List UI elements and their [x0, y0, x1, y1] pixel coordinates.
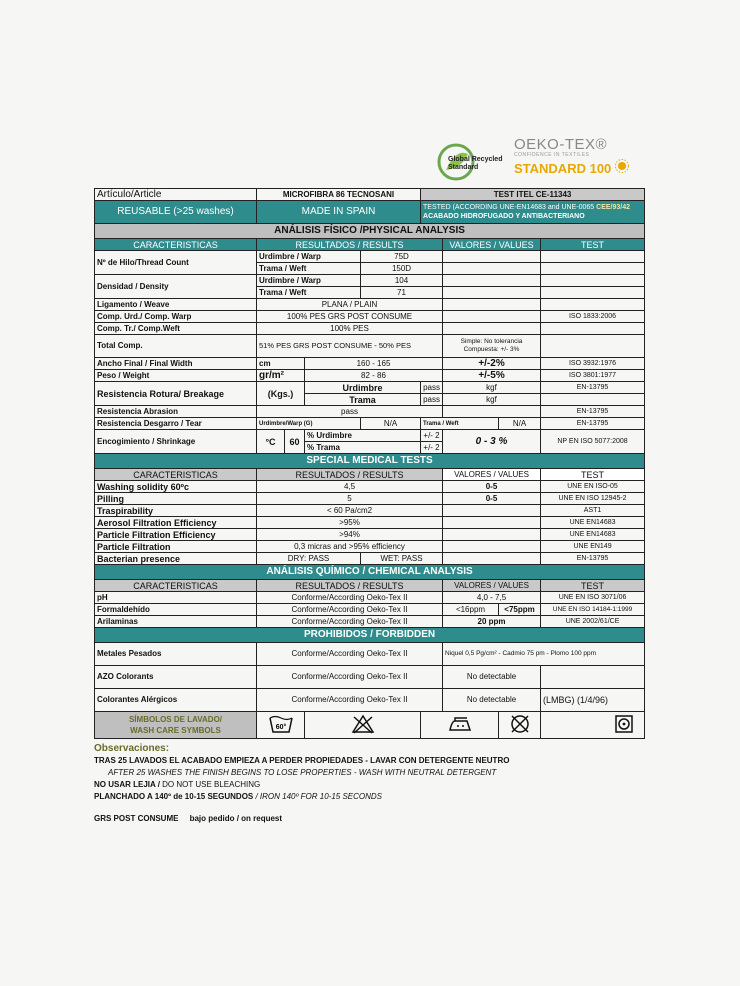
medical-value: 5 — [257, 493, 443, 505]
tear-label: Resistencia Desgarro / Tear — [95, 418, 257, 430]
test-cell: UNE EN ISO 3071/06 — [541, 592, 645, 604]
metals-value: Conforme/According Oeko-Tex II — [257, 643, 443, 666]
ph-label: pH — [95, 592, 257, 604]
test-cell: UNE EN14683 — [541, 529, 645, 541]
azo-result: No detectable — [443, 666, 541, 689]
ph-range: 4,0 - 7,5 — [443, 592, 541, 604]
finish-info: ACABADO HIDROFUGADO Y ANTIBACTERIANO — [423, 213, 585, 220]
table-row — [95, 430, 645, 442]
medical-range: 0-5 — [443, 493, 541, 505]
table-row — [95, 299, 645, 311]
total-label: Total Comp. — [95, 335, 257, 358]
tolerance-cell: 0 - 3 % — [443, 430, 541, 454]
medical-label: Pilling — [95, 493, 257, 505]
table-row — [95, 275, 645, 287]
table-row — [95, 382, 645, 394]
density-label: Densidad / Density — [95, 275, 257, 299]
abrasion-label: Resistencia Abrasion — [95, 406, 257, 418]
cell-unit: kgf — [443, 394, 541, 406]
grs-line1: Global Recycled — [448, 156, 503, 163]
bact-dry: DRY: PASS — [257, 553, 361, 565]
test-cell: AST1 — [541, 505, 645, 517]
physical-header — [95, 239, 645, 251]
sub-label: Trama — [305, 394, 421, 406]
table-row — [95, 529, 645, 541]
medical-value: 4,5 — [257, 481, 443, 493]
table-row — [95, 335, 645, 358]
certification-logos — [436, 136, 646, 184]
sub-label: Urdimbre / Warp — [257, 251, 361, 263]
shrink-label: Encogimiento / Shrinkage — [95, 430, 257, 454]
medical-value: >94% — [257, 529, 443, 541]
cell-value: 104 — [361, 275, 443, 287]
grs-line2: Standard — [448, 164, 479, 171]
unit-cell: cm — [257, 358, 305, 370]
test-cell: ISO 1833:2006 — [541, 311, 645, 323]
col-values: VALORES / VALUES — [443, 580, 541, 592]
table-row — [95, 505, 645, 517]
col-characteristics: CARACTERISTICAS — [95, 580, 257, 592]
sub-label: Trama / Weft — [257, 287, 361, 299]
metals-label: Metales Pesados — [95, 643, 257, 666]
physical-title: ANÁLISIS FÍSICO /PHYSICAL ANALYSIS — [95, 224, 645, 239]
empty-cell — [541, 323, 645, 335]
sub-label: Trama / Weft — [421, 418, 499, 430]
medical-value: < 60 Pa/cm2 — [257, 505, 443, 517]
technical-data-sheet — [94, 188, 644, 825]
bact-wet: WET: PASS — [361, 553, 443, 565]
article-row — [95, 189, 645, 201]
sun-icon — [615, 159, 629, 173]
medical-value: >95% — [257, 517, 443, 529]
cell-value: N/A — [361, 418, 421, 430]
empty-cell — [541, 287, 645, 299]
test-cell: UNE EN149 — [541, 541, 645, 553]
test-cell: UNE EN ISO 12945-2 — [541, 493, 645, 505]
metals-limits: Niquel 0,5 Pg/cm² - Cadmio 75 pm - Plomo 100 ppm — [443, 643, 645, 666]
tolerance-cell: +/-2% — [443, 358, 541, 370]
table-row — [95, 370, 645, 382]
compwarp-value: 100% PES GRS POST CONSUME — [257, 311, 443, 323]
table-row — [95, 481, 645, 493]
medical-label: Washing solidity 60ºc — [95, 481, 257, 493]
cell-value: pass — [421, 394, 443, 406]
form-range-2: <75ppm — [499, 604, 541, 616]
care-label: SÍMBOLOS DE LAVADO/ WASH CARE SYMBOLS — [95, 712, 257, 739]
chemical-title: ANÁLISIS QUÍMICO / CHEMICAL ANALYSIS — [95, 565, 645, 580]
table-row — [95, 406, 645, 418]
test-reference: TEST ITEL CE-11343 — [421, 189, 645, 201]
medical-range — [443, 541, 541, 553]
empty-cell — [443, 311, 541, 323]
cell-unit: kgf — [443, 382, 541, 394]
col-characteristics: CARACTERISTICAS — [95, 239, 257, 251]
unit-cell: gr/m² — [257, 370, 305, 382]
medical-range — [443, 505, 541, 517]
table-row — [95, 541, 645, 553]
iron-icon — [421, 712, 499, 739]
table-row — [95, 493, 645, 505]
test-cell: EN-13795 — [541, 553, 645, 565]
cell-value: +/- 2 — [421, 442, 443, 454]
medical-range — [443, 517, 541, 529]
col-test: TEST — [541, 580, 645, 592]
empty-cell — [443, 251, 541, 263]
cell-value: +/- 2 — [421, 430, 443, 442]
medical-label: Aerosol Filtration Efficiency — [95, 517, 257, 529]
chemical-header — [95, 580, 645, 592]
col-test: TEST — [541, 239, 645, 251]
aller-label: Colorantes Alérgicos — [95, 689, 257, 712]
empty-cell — [443, 553, 541, 565]
unit-cell: (Kgs.) — [257, 382, 305, 406]
tested-info: TESTED (ACCORDING UNE-EN14683 and UNE-0065 CEE/93/42 ACABADO HIDROFUGADO Y ANTIBACTERIANO — [421, 201, 645, 224]
col-results: RESULTADOS / RESULTS — [257, 580, 443, 592]
sub-label: Urdimbre / Warp — [257, 275, 361, 287]
weave-label: Ligamento / Weave — [95, 299, 257, 311]
weave-value: PLANA / PLAIN — [257, 299, 443, 311]
table-row — [95, 418, 645, 430]
table-row — [95, 604, 645, 616]
test-cell: UNE EN14683 — [541, 517, 645, 529]
sub-label: % Trama — [305, 442, 421, 454]
empty-cell — [541, 275, 645, 287]
sub-label: Urdimbre — [305, 382, 421, 394]
tolerance-cell: +/-5% — [443, 370, 541, 382]
spec-table — [94, 188, 645, 739]
aller-result: No detectable — [443, 689, 541, 712]
table-row — [95, 592, 645, 604]
empty-cell — [541, 263, 645, 275]
wash-60-icon — [257, 712, 305, 739]
weight-value: 82 - 86 — [305, 370, 443, 382]
empty-cell — [541, 394, 645, 406]
table-row — [95, 323, 645, 335]
weight-label: Peso / Weight — [95, 370, 257, 382]
note-line: PLANCHADO A 140º de 10-15 SEGUNDOS / IRON 140º FOR 10-15 SECONDS — [94, 792, 383, 801]
azo-value: Conforme/According Oeko-Tex II — [257, 666, 443, 689]
no-dryclean-icon — [499, 712, 541, 739]
medical-header — [95, 469, 645, 481]
table-row — [95, 311, 645, 323]
made-in-label: MADE IN SPAIN — [257, 201, 421, 224]
test-cell: ISO 3932:1976 — [541, 358, 645, 370]
medical-label: Particle Filtration Efficiency — [95, 529, 257, 541]
compwarp-label: Comp. Urd./ Comp. Warp — [95, 311, 257, 323]
observations — [94, 739, 644, 825]
test-cell: EN-13795 — [541, 406, 645, 418]
unit-cell: °C — [257, 430, 285, 454]
note-line: NO USAR LEJIA / DO NOT USE BLEACHING — [94, 780, 261, 789]
ph-value: Conforme/According Oeko-Tex II — [257, 592, 443, 604]
form-range-1: <16ppm — [443, 604, 499, 616]
medical-range: 0-5 — [443, 481, 541, 493]
col-values: VALORES / VALUES — [443, 239, 541, 251]
empty-cell — [443, 323, 541, 335]
empty-cell — [541, 299, 645, 311]
medical-range — [443, 529, 541, 541]
sub-label: Urdimbre/Warp (G) — [257, 418, 361, 430]
oeko-standard: STANDARD 100 — [514, 159, 629, 176]
banner-row — [95, 201, 645, 224]
empty-cell — [443, 275, 541, 287]
note-line: TRAS 25 LAVADOS EL ACABADO EMPIEZA A PERDER PROPIEDADES - LAVAR CON DETERGENTE NEUTRO — [94, 756, 510, 765]
cell-value: pass — [421, 382, 443, 394]
test-cell: UNE 2002/61/CE — [541, 616, 645, 628]
test-cell: EN-13795 — [541, 382, 645, 394]
empty-cell — [443, 299, 541, 311]
test-cell: NP EN ISO 5077:2008 — [541, 430, 645, 454]
test-cell: UNE EN ISO-05 — [541, 481, 645, 493]
empty-cell — [541, 251, 645, 263]
grs-logo — [436, 142, 506, 182]
article-label: Artículo/Article — [95, 189, 257, 201]
empty-cell — [541, 666, 645, 689]
compweft-value: 100% PES — [257, 323, 443, 335]
col-results: RESULTADOS / RESULTS — [257, 469, 443, 481]
table-row — [95, 643, 645, 666]
article-value: MICROFIBRA 86 TECNOSANI — [257, 189, 421, 201]
aril-value: Conforme/According Oeko-Tex II — [257, 616, 443, 628]
thread-label: Nº de Hilo/Thread Count — [95, 251, 257, 275]
svg-text:60°: 60° — [275, 723, 286, 731]
total-value: 51% PES GRS POST CONSUME - 50% PES — [257, 335, 443, 358]
medical-label: Traspirability — [95, 505, 257, 517]
test-cell: UNE EN ISO 14184-1:1999 — [541, 604, 645, 616]
breakage-label: Resistencia Rotura/ Breakage — [95, 382, 257, 406]
width-label: Ancho Final / Final Width — [95, 358, 257, 370]
abrasion-value: pass — [257, 406, 443, 418]
aril-range: 20 ppm — [443, 616, 541, 628]
aller-value: Conforme/According Oeko-Tex II — [257, 689, 443, 712]
cee-code: CEE/93/42 — [596, 204, 630, 211]
cell-value: 150D — [361, 263, 443, 275]
table-row — [95, 666, 645, 689]
reusable-label: REUSABLE (>25 washes) — [95, 201, 257, 224]
oeko-tagline: CONFIDENCE IN TEXTILES — [514, 152, 590, 158]
col-values: VALORES / VALUES — [443, 469, 541, 481]
cell-value: N/A — [499, 418, 541, 430]
medical-title: SPECIAL MEDICAL TESTS — [95, 454, 645, 469]
test-cell: EN-13795 — [541, 418, 645, 430]
tumble-dry-icon — [541, 712, 645, 739]
width-value: 160 - 165 — [305, 358, 443, 370]
note-line: GRS POST CONSUME bajo pedido / on request — [94, 814, 283, 823]
table-row — [95, 616, 645, 628]
observations-title: Observaciones: — [94, 743, 170, 754]
col-test: TEST — [541, 469, 645, 481]
sub-label: Trama / Weft — [257, 263, 361, 275]
col-results: RESULTADOS / RESULTS — [257, 239, 443, 251]
medical-label: Particle Filtration — [95, 541, 257, 553]
bact-label: Bacterian presence — [95, 553, 257, 565]
temp-cell: 60 — [285, 430, 305, 454]
table-row — [95, 251, 645, 263]
cell-value: 75D — [361, 251, 443, 263]
empty-cell — [443, 287, 541, 299]
medical-value: 0,3 micras and >95% efficiency — [257, 541, 443, 553]
no-bleach-icon — [305, 712, 421, 739]
empty-cell — [541, 335, 645, 358]
col-characteristics: CARACTERISTICAS — [95, 469, 257, 481]
form-label: Formaldehído — [95, 604, 257, 616]
oeko-title: OEKO-TEX® — [514, 136, 608, 153]
test-cell: (LMBG) (1/4/96) — [541, 689, 645, 712]
care-symbols-row — [95, 712, 645, 739]
aril-label: Arilaminas — [95, 616, 257, 628]
test-cell: ISO 3801:1977 — [541, 370, 645, 382]
oeko-tex-logo — [514, 136, 629, 176]
empty-cell — [443, 263, 541, 275]
total-tolerance: Simple: No tolerancia Compuesta: +/- 3% — [443, 335, 541, 358]
table-row — [95, 553, 645, 565]
empty-cell — [443, 406, 541, 418]
compweft-label: Comp. Tr./ Comp.Weft — [95, 323, 257, 335]
table-row — [95, 689, 645, 712]
form-value: Conforme/According Oeko-Tex II — [257, 604, 443, 616]
table-row — [95, 517, 645, 529]
sub-label: % Urdimbre — [305, 430, 421, 442]
forbidden-title: PROHIBIDOS / FORBIDDEN — [95, 628, 645, 643]
note-line: AFTER 25 WASHES THE FINISH BEGINS TO LOSE PROPERTIES - WASH WITH NEUTRAL DETERGENT — [108, 768, 497, 777]
cell-value: 71 — [361, 287, 443, 299]
azo-label: AZO Colorants — [95, 666, 257, 689]
table-row — [95, 358, 645, 370]
